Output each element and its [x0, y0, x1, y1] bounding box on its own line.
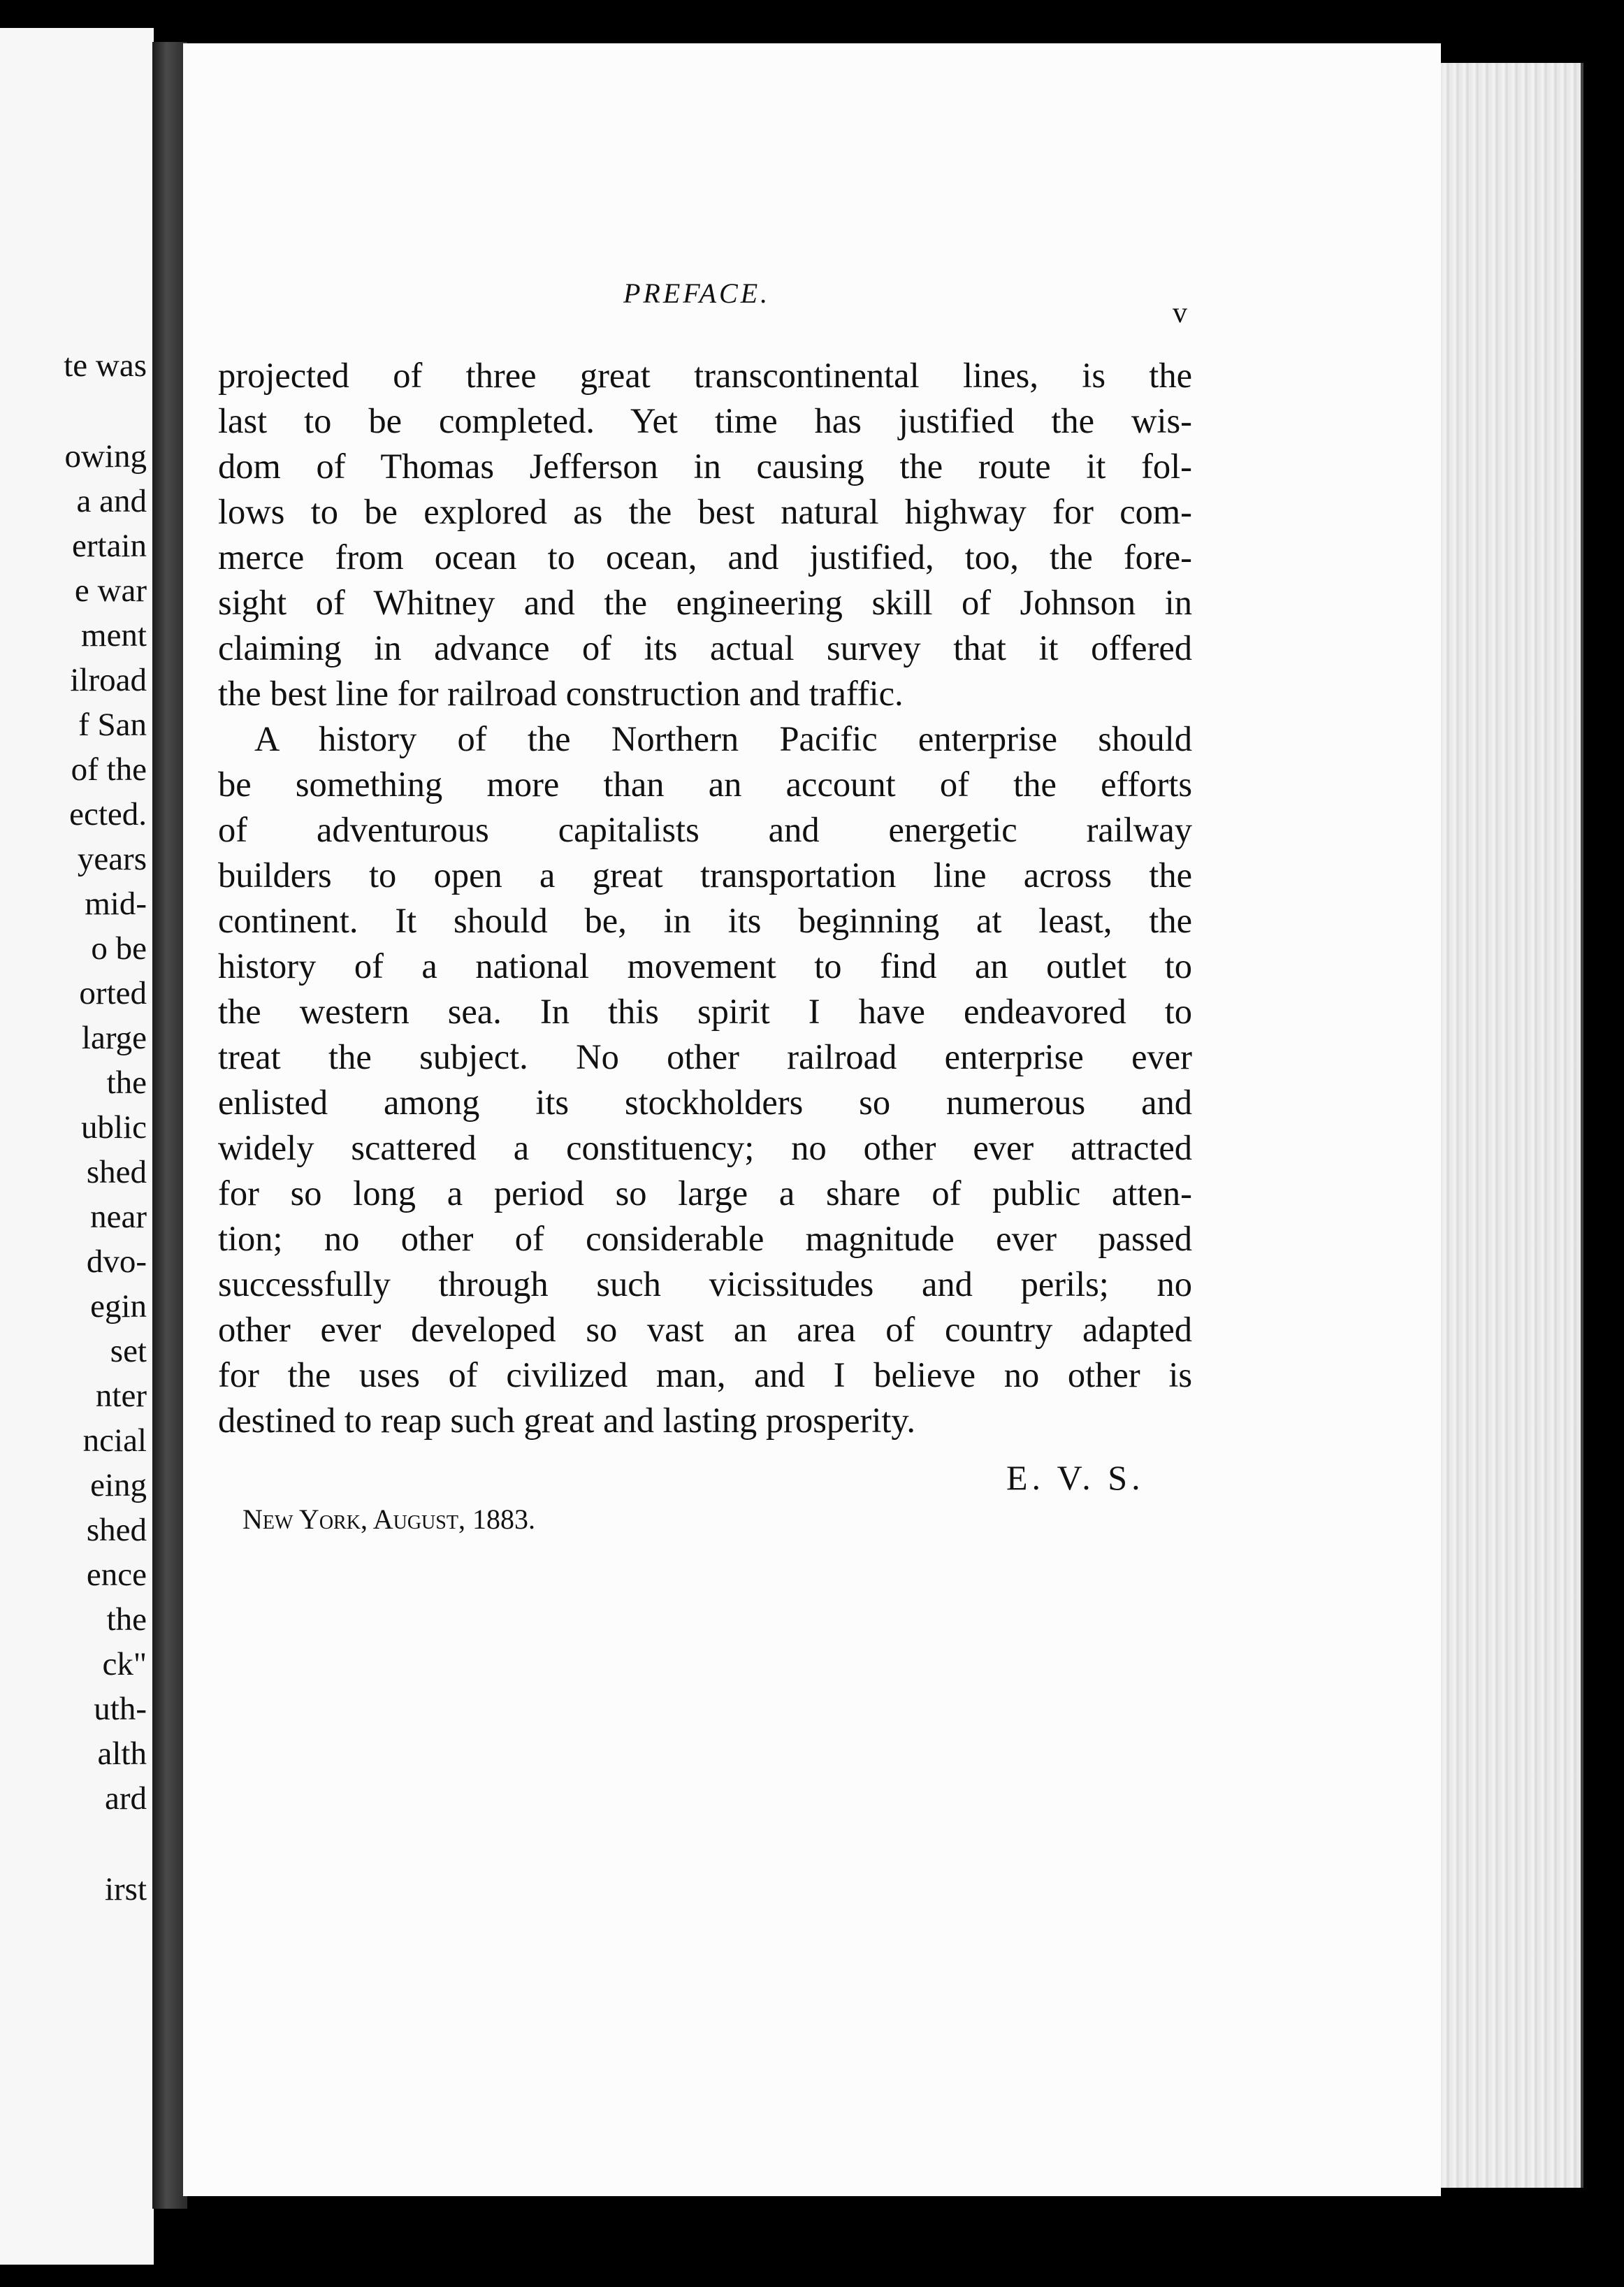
- body-line: of adventurous capitalists and energetic railway: [218, 810, 1192, 849]
- body-line: merce from ocean to ocean, and justified, too, the fore-: [218, 538, 1192, 577]
- body-line: for so long a period so large a share of public atten-: [218, 1174, 1192, 1213]
- left-fragment: orted: [79, 975, 147, 1011]
- left-fragment: uth-: [94, 1691, 147, 1727]
- left-fragment: ncial: [82, 1422, 147, 1459]
- body-line: lows to be explored as the best natural highway for com-: [218, 492, 1192, 531]
- body-line: last to be completed. Yet time has justified the wis-: [218, 401, 1192, 440]
- left-fragment: ck": [102, 1646, 147, 1682]
- left-fragment: te was: [64, 347, 147, 384]
- left-fragment: o be: [91, 930, 147, 967]
- left-fragment: ected.: [69, 796, 147, 832]
- left-fragment: alth: [97, 1736, 147, 1772]
- left-fragment: ence: [86, 1557, 147, 1593]
- body-line: for the uses of civilized man, and I believe no other is: [218, 1355, 1192, 1394]
- left-fragment: dvo-: [86, 1243, 147, 1280]
- book-gutter: [152, 42, 187, 2209]
- body-line: treat the subject. No other railroad enterprise ever: [218, 1037, 1192, 1076]
- left-fragment: a and: [76, 483, 147, 519]
- body-line: the best line for railroad construction and traffic.: [218, 674, 904, 713]
- body-line: the western sea. In this spirit I have endeavored to: [218, 992, 1192, 1031]
- left-fragment: shed: [86, 1512, 147, 1548]
- body-line: other ever developed so vast an area of country adapted: [218, 1310, 1192, 1349]
- body-line: destined to reap such great and lasting prosperity.: [218, 1401, 916, 1440]
- left-fragment: ilroad: [70, 662, 147, 698]
- body-line: claiming in advance of its actual survey that it offered: [218, 628, 1192, 668]
- left-fragment: egin: [90, 1288, 147, 1325]
- left-fragment: the: [106, 1601, 147, 1638]
- left-fragment: near: [90, 1199, 147, 1235]
- left-fragment: set: [110, 1333, 147, 1369]
- body-line: widely scattered a constituency; no other ever attracted: [218, 1128, 1192, 1167]
- body-line: tion; no other of considerable magnitude ever passed: [218, 1219, 1192, 1258]
- body-line: A history of the Northern Pacific enterprise should: [254, 719, 1192, 758]
- left-fragment: ard: [104, 1780, 147, 1817]
- left-fragment: ment: [81, 617, 147, 654]
- left-facing-page: [0, 28, 154, 2265]
- left-fragment: shed: [86, 1154, 147, 1190]
- left-fragment: ertain: [72, 528, 147, 564]
- place-and-date: New York, August, 1883.: [242, 1503, 535, 1535]
- body-line: dom of Thomas Jefferson in causing the route it fol-: [218, 447, 1192, 486]
- body-line: projected of three great transcontinental lines, is the: [218, 356, 1192, 395]
- preface-body: [218, 353, 1192, 1443]
- body-line: continent. It should be, in its beginning at least, the: [218, 901, 1192, 940]
- left-page-text-fragments: [0, 28, 147, 2265]
- body-line: successfully through such vicissitudes and perils; no: [218, 1264, 1192, 1304]
- left-fragment: years: [77, 841, 147, 877]
- left-fragment: f San: [78, 707, 147, 743]
- left-fragment: the: [106, 1065, 147, 1101]
- running-title: PREFACE.: [623, 277, 771, 309]
- page-block-edges: [1441, 63, 1583, 2188]
- page-number: v: [1173, 297, 1187, 329]
- body-line: be something more than an account of the efforts: [218, 765, 1192, 804]
- body-line: sight of Whitney and the engineering skill of Johnson in: [218, 583, 1192, 622]
- left-fragment: of the: [71, 751, 147, 788]
- author-initials: E. V. S.: [1006, 1458, 1145, 1497]
- left-fragment: mid-: [85, 886, 147, 922]
- left-fragment: ublic: [81, 1109, 147, 1146]
- left-fragment: irst: [104, 1871, 147, 1907]
- left-fragment: large: [81, 1020, 147, 1056]
- left-fragment: nter: [95, 1378, 147, 1414]
- left-fragment: e war: [74, 572, 147, 609]
- left-fragment: eing: [90, 1467, 147, 1503]
- left-fragment: owing: [64, 438, 147, 475]
- body-line: builders to open a great transportation line across the: [218, 856, 1192, 895]
- body-line: history of a national movement to find an outlet to: [218, 946, 1192, 986]
- body-line: enlisted among its stockholders so numerous and: [218, 1083, 1192, 1122]
